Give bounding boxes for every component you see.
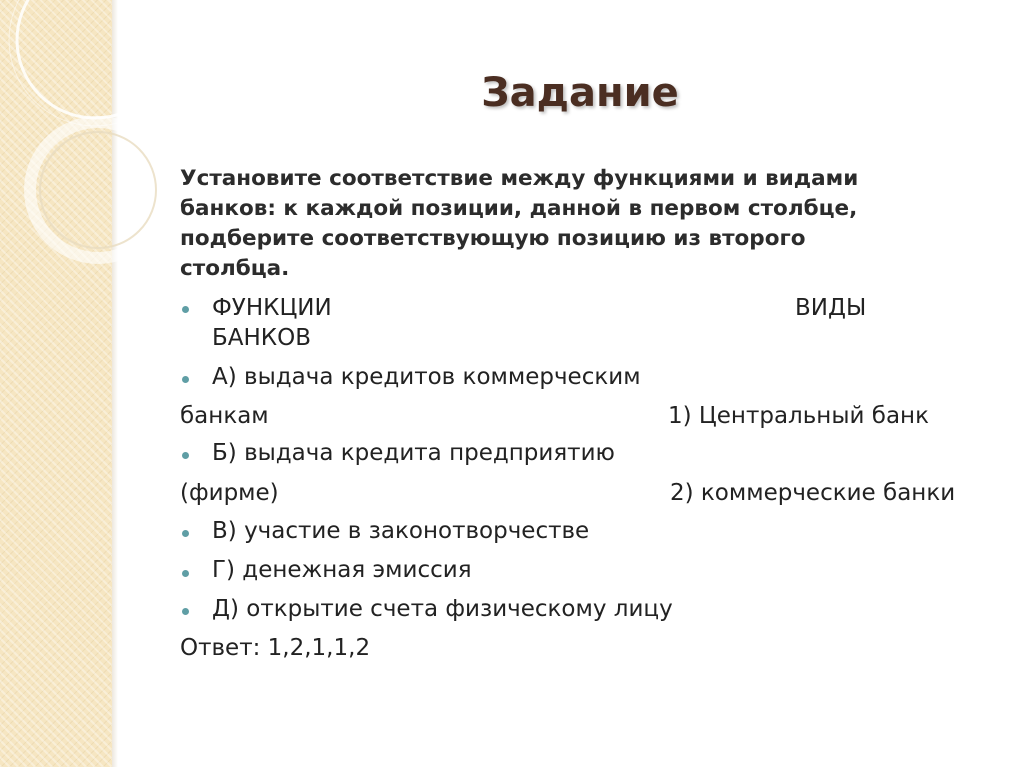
function-item-a-continuation: банкам <box>180 403 269 429</box>
bullet-icon <box>182 376 189 383</box>
column-header-bank-types: ВИДЫ <box>795 295 867 321</box>
column-header-bank-types-wrap: БАНКОВ <box>212 325 312 351</box>
function-item-g: Г) денежная эмиссия <box>212 557 472 583</box>
instruction-line: Установите соответствие между функциями и видами <box>180 166 859 191</box>
function-item-b: Б) выдача кредита предприятию <box>212 440 615 466</box>
bullet-icon <box>182 570 189 577</box>
bullet-icon <box>182 452 189 459</box>
function-item-v: В) участие в законотворчестве <box>212 518 590 544</box>
answer-text: Ответ: 1,2,1,1,2 <box>180 635 371 661</box>
decorative-ring-inner <box>40 132 156 248</box>
decorative-ring-thick <box>30 122 166 258</box>
bank-type-1: 1) Центральный банк <box>668 403 929 429</box>
bullet-icon <box>182 608 189 615</box>
slide-title: Задание <box>481 70 679 116</box>
instruction-line: столбца. <box>180 256 290 281</box>
instruction-line: банков: к каждой позиции, данной в первом столбце, <box>180 196 858 221</box>
decorative-rings-graphic <box>0 0 170 330</box>
function-item-d: Д) открытие счета физическому лицу <box>212 596 673 622</box>
function-item-a: А) выдача кредитов коммерческим <box>212 364 641 390</box>
bullet-icon <box>182 530 189 537</box>
bank-type-2: 2) коммерческие банки <box>670 480 956 506</box>
function-item-b-continuation: (фирме) <box>180 480 279 506</box>
bullet-icon <box>182 306 189 313</box>
instruction-line: подберите соответствующую позицию из второго <box>180 226 806 251</box>
column-header-functions: ФУНКЦИИ <box>212 295 332 321</box>
task-instruction <box>180 164 950 284</box>
